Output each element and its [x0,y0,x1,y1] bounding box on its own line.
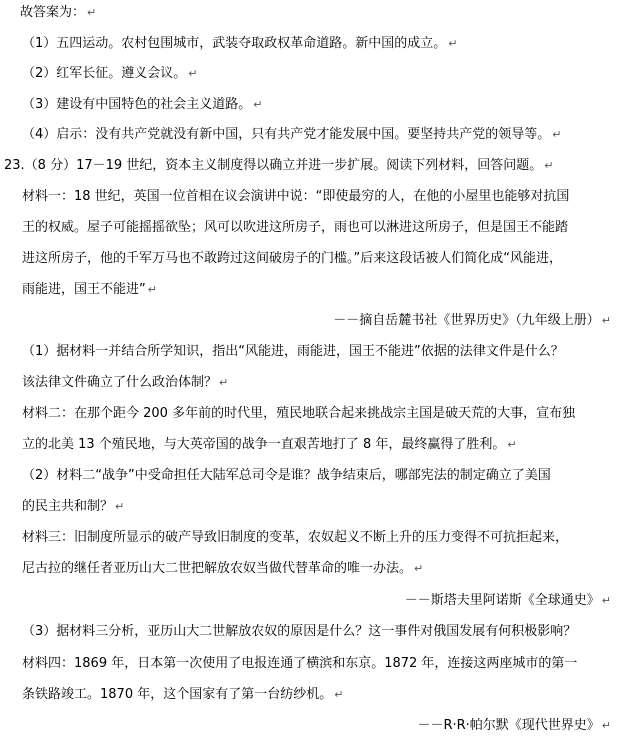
material-1-line-3: 进这所房子，他的千军万马也不敢跨过这间破房子的门槛。”后来这段话被人们简化成“风能进， [22,251,562,266]
answer-2: （2）红军长征。遵义会议。 ↵ [22,66,198,81]
question-23: 23.（8 分）17－19 世纪，资本主义制度得以确立并进一步扩展。阅读下列材料，回答问题。 ↵ [4,158,554,173]
material-1-source: －－摘自岳麓书社《世界历史》（九年级上册） ↵ [333,313,611,328]
material-2-line-1: 材料二：在那个距今 200 多年前的时代里，殖民地联合起来挑战宗主国是破天荒的大事，宣布独 [22,406,576,421]
answer-4: （4）启示：没有共产党就没有新中国，只有共产党才能发展中国。要坚持共产党的领导等。 ↵ [22,127,562,142]
material-3-line-1: 材料三：旧制度所显示的破产导致旧制度的变革，农奴起义不断上升的压力变得不可抗拒起来， [22,530,569,545]
question-1-line-1: （1）据材料一并结合所学知识，指出“风能进，雨能进，国王不能进”依据的法律文件是什么？ [22,344,564,359]
material-2-line-2: 立的北美 13 个殖民地，与大英帝国的战争一直艰苦地打了 8 年，最终赢得了胜利。 ↵ [22,437,517,452]
material-4-line-2: 条铁路竣工。1870 年，这个国家有了第一台纺纱机。 ↵ [22,687,344,702]
material-3-source: －－斯塔夫里阿诺斯《全球通史》 ↵ [404,593,611,608]
question-2-line-2: 的民主共和制？ ↵ [22,499,125,514]
material-1-line-4: 雨能进，国王不能进” ↵ [22,282,157,297]
question-3: （3）据材料三分析，亚历山大二世解放农奴的原因是什么？这一事件对俄国发展有何积极影响？ [22,624,577,639]
material-4-line-1: 材料四：1869 年，日本第一次使用了电报连通了横滨和东京。1872 年，连接这两座城市的第一 [22,656,578,671]
material-1-line-2: 王的权威。屋子可能摇摇欲坠；风可以吹进这所房子，雨也可以淋进这所房子，但是国王不能踏 [22,220,569,235]
material-3-line-2: 尼古拉的继任者亚历山大二世把解放农奴当做代替革命的唯一办法。 ↵ [22,561,424,576]
answer-3: （3）建设有中国特色的社会主义道路。 ↵ [22,97,263,112]
material-1-line-1: 材料一：18 世纪，英国一位首相在议会演讲中说：“即使最穷的人，在他的小屋里也能够对抗国 [22,189,570,204]
answer-header: 故答案为： ↵ [20,5,97,20]
answer-1: （1）五四运动。农村包围城市，武装夺取政权革命道路。新中国的成立。 ↵ [22,36,458,51]
question-2-line-1: （2）材料二“战争”中受命担任大陆军总司令是谁？战争结束后，哪部宪法的制定确立了美国 [22,468,551,483]
question-1-line-2: 该法律文件确立了什么政治体制？ ↵ [22,375,229,390]
material-4-source: －－R·R·帕尔默《现代世界史》 ↵ [417,718,611,733]
